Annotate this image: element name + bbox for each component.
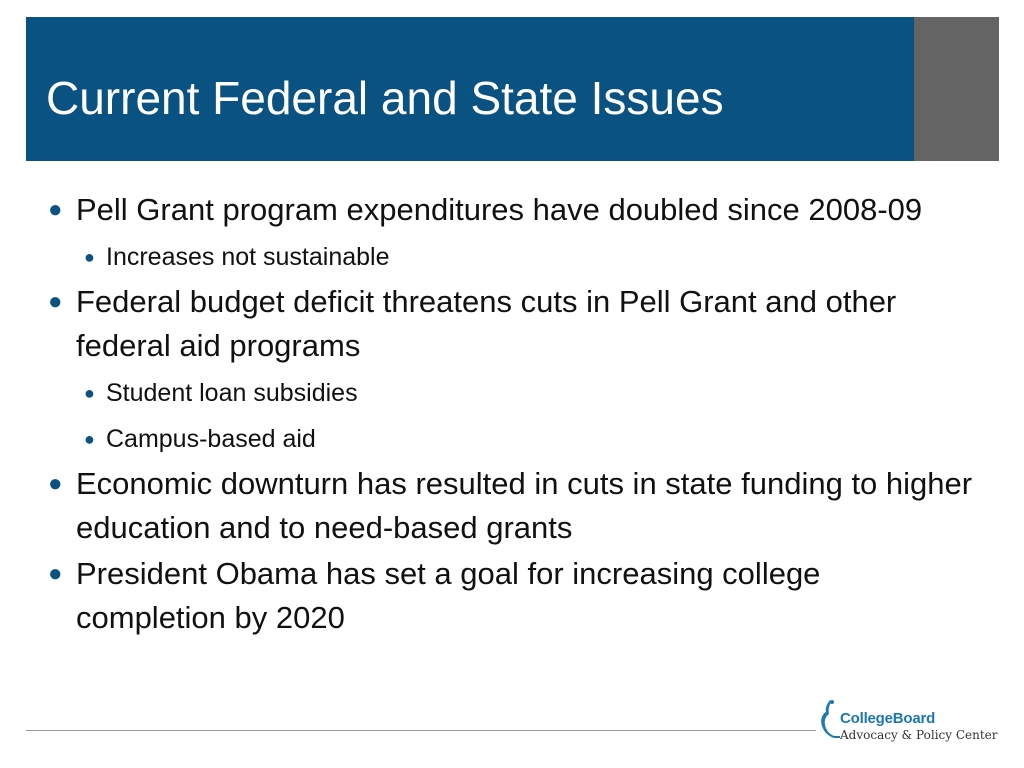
sub-bullet-text: Increases not sustainable	[106, 243, 390, 271]
bullet-item	[44, 188, 974, 232]
bullet-item	[44, 552, 974, 640]
bullet-text: Federal budget deficit threatens cuts in Pell Grant and other federal aid programs	[76, 284, 897, 363]
bullet-dot-icon: ●	[48, 288, 63, 315]
bullet-text: Economic downturn has resulted in cuts in state funding to higher education and to need-based grants	[76, 466, 973, 545]
bullet-text: President Obama has set a goal for increasing college completion by 2020	[76, 556, 821, 635]
bullet-dot-icon: ●	[84, 429, 95, 449]
collegeboard-logo	[818, 696, 1008, 752]
bullet-dot-icon: ●	[48, 470, 63, 497]
bullet-dot-icon: ●	[48, 196, 63, 223]
sub-bullet-text: Student loan subsidies	[106, 379, 358, 407]
bullet-dot-icon: ●	[84, 383, 95, 403]
title-accent-block	[914, 17, 999, 161]
sub-bullet-item	[44, 234, 974, 280]
bullet-dot-icon: ●	[84, 247, 95, 267]
bullet-item	[44, 462, 974, 550]
bullet-text: Pell Grant program expenditures have doubled since 2008-09	[76, 192, 923, 227]
slide-title: Current Federal and State Issues	[46, 72, 724, 124]
logo-subtitle: Advocacy & Policy Center	[840, 728, 998, 742]
bullet-item	[44, 280, 974, 368]
slide-content	[44, 188, 974, 642]
footer-divider	[26, 730, 816, 731]
sub-bullet-item	[44, 416, 974, 462]
acorn-icon	[818, 698, 842, 740]
bullet-dot-icon: ●	[48, 560, 63, 587]
logo-name: CollegeBoard	[840, 710, 936, 727]
sub-bullet-item	[44, 370, 974, 416]
sub-bullet-text: Campus-based aid	[106, 425, 316, 453]
